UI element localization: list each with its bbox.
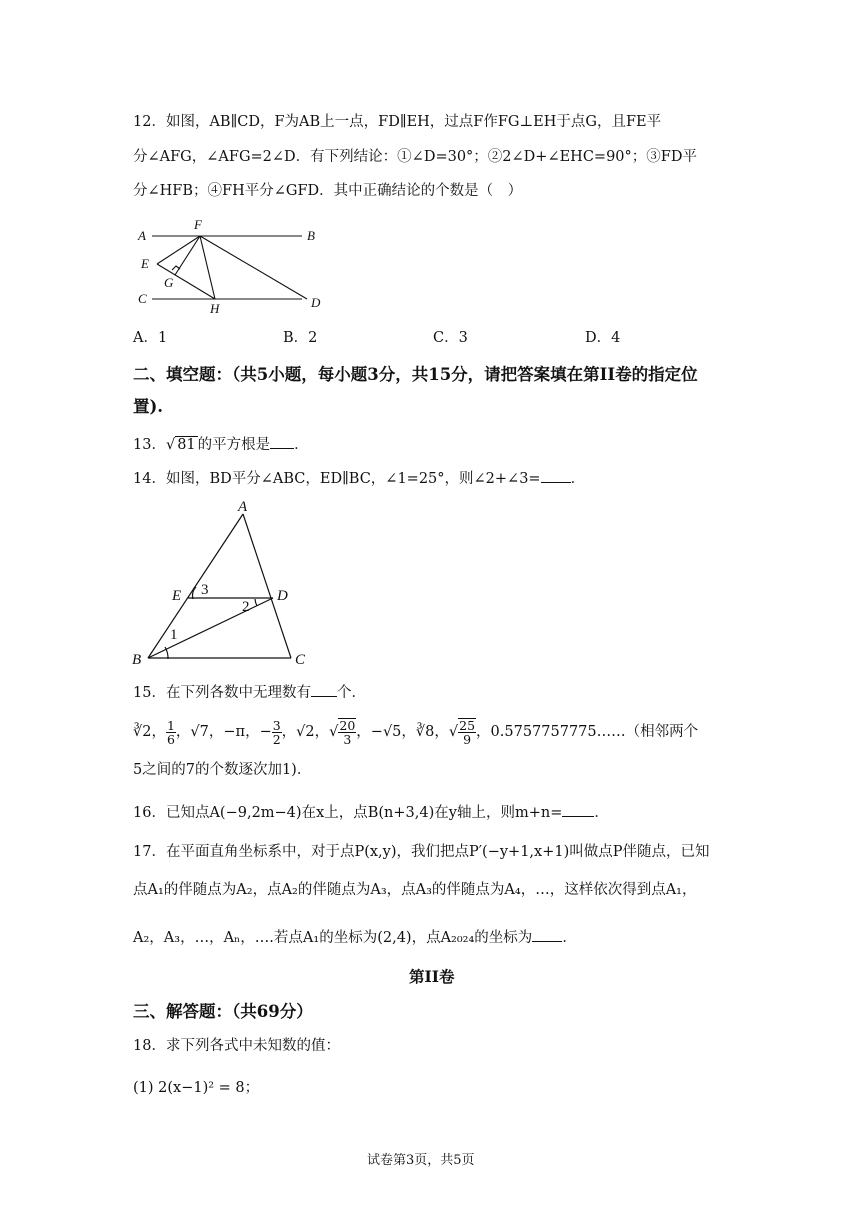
q15 xyxy=(133,681,366,703)
q12-option-b: B．2 xyxy=(283,330,318,346)
q15-n3: ，−√5，∛8， xyxy=(356,724,449,740)
q15-n1: ∛2， xyxy=(133,724,166,740)
fraction: $\frac{3}{2}$ xyxy=(272,717,281,747)
q17-line3 xyxy=(133,926,577,948)
q16 xyxy=(133,801,609,823)
q12-label-A: A xyxy=(138,228,146,243)
q15-n2: √7，−π，− xyxy=(190,724,272,740)
q12-label-B: B xyxy=(307,228,315,243)
q12-options xyxy=(133,328,653,348)
q14-label-A: A xyxy=(238,499,248,515)
q12-line3: 分∠HFB；④FH平分∠GFD．其中正确结论的个数是（ ） xyxy=(133,183,523,199)
q18-text: 18．求下列各式中未知数的值： xyxy=(133,1038,340,1054)
q12-option-c: C．3 xyxy=(433,330,468,346)
q13-answer-blank[interactable] xyxy=(270,433,294,449)
q17-end: ． xyxy=(562,930,577,946)
q14-end: ． xyxy=(570,471,586,487)
page-footer: 试卷第3页，共5页 xyxy=(367,1153,475,1168)
q14-label-2: 2 xyxy=(242,599,250,615)
q12-label-H: H xyxy=(210,301,220,316)
q15-numbers: ∛2， $\frac{1}{6}$ ，√7，−π，− $\frac{3}{2}$ ，√2，√ $\frac{20}{3}$ ，−√5，∛8，√ $\frac{25}{9}$ ，0.5757757775……（相邻两个 xyxy=(133,717,699,747)
q14-label-D: D xyxy=(277,588,288,604)
q15-answer-blank[interactable] xyxy=(311,681,337,697)
q13-suffix: 的平方根是 xyxy=(197,437,271,453)
q12-option-d: D．4 xyxy=(585,330,621,346)
q15-n4: ，0.5757757775……（相邻两个 xyxy=(476,724,699,740)
q14-label-C: C xyxy=(295,652,306,668)
q13 xyxy=(133,433,309,455)
radical-sign: √ xyxy=(448,724,459,740)
q12-label-G: G xyxy=(164,275,174,290)
q13-prefix: 13． xyxy=(133,437,166,453)
q12-label-D: D xyxy=(311,295,321,310)
fraction: $\frac{20}{3}$ xyxy=(339,718,356,747)
q16-end: ． xyxy=(594,805,609,821)
q17-answer-blank[interactable] xyxy=(532,926,562,942)
q12-label-C: C xyxy=(138,291,147,306)
q15-text: 15．在下列各数中无理数有 xyxy=(133,685,311,701)
section2-title-cont: 置). xyxy=(133,397,164,416)
fraction: $\frac{25}{9}$ xyxy=(459,718,476,747)
q12-label-E: E xyxy=(141,256,149,271)
q14-label-E: E xyxy=(172,588,182,604)
q13-radicand: 81 xyxy=(177,437,196,453)
q14 xyxy=(133,467,585,489)
q18-sub1: (1) 2(x−1)² = 8； xyxy=(133,1080,260,1096)
q14-label-3: 3 xyxy=(201,582,209,598)
q16-answer-blank[interactable] xyxy=(562,801,594,817)
fraction: $\frac{1}{6}$ xyxy=(166,717,175,747)
q12-figure xyxy=(130,212,340,317)
q13-end: ． xyxy=(294,437,309,453)
q14-figure xyxy=(128,496,318,668)
q12-option-a: A．1 xyxy=(133,330,168,346)
q15-line3: 5之间的7的个数逐次加1)． xyxy=(133,762,312,778)
q14-label-B: B xyxy=(132,652,142,668)
q12-line2: 分∠AFG，∠AFG=2∠D．有下列结论：①∠D=30°；②2∠D+∠EHC=90°；③FD平 xyxy=(133,149,697,165)
q12-line1: 12．如图，AB∥CD，F为AB上一点，FD∥EH，过点F作FG⊥EH于点G，且FE平 xyxy=(133,114,662,130)
q16-text: 16．已知点A(−9,2m−4)在x上，点B(n+3,4)在y轴上，则m+n= xyxy=(133,805,563,821)
q14-text: 14．如图，BD平分∠ABC，ED∥BC，∠1=25°，则∠2+∠3= xyxy=(133,471,541,487)
q17-line2: 点A₁的伴随点为A₂，点A₂的伴随点为A₃，点A₃的伴随点为A₄，…，这样依次得到点A₁， xyxy=(133,882,697,898)
section2-title: 二、填空题：（共5小题，每小题3分，共15分，请把答案填在第II卷的指定位 xyxy=(133,365,698,384)
radical-sign: √ xyxy=(329,724,339,740)
section3-title: 三、解答题：（共69分） xyxy=(133,1002,313,1021)
q12-label-F: F xyxy=(194,217,202,232)
q14-label-1: 1 xyxy=(170,627,178,643)
radical-sign: √ xyxy=(165,437,176,453)
q15-end: 个． xyxy=(336,685,366,701)
q17-line1: 17．在平面直角坐标系中，对于点P(x,y)，我们把点P′(−y+1,x+1)叫做点P伴随点，已知 xyxy=(133,844,710,860)
q14-answer-blank[interactable] xyxy=(541,467,571,483)
part2-title: 第II卷 xyxy=(409,967,455,986)
q17-line3-text: A₂，A₃，…，Aₙ，….若点A₁的坐标为(2,4)，点A₂₀₂₄的坐标为 xyxy=(133,930,533,946)
